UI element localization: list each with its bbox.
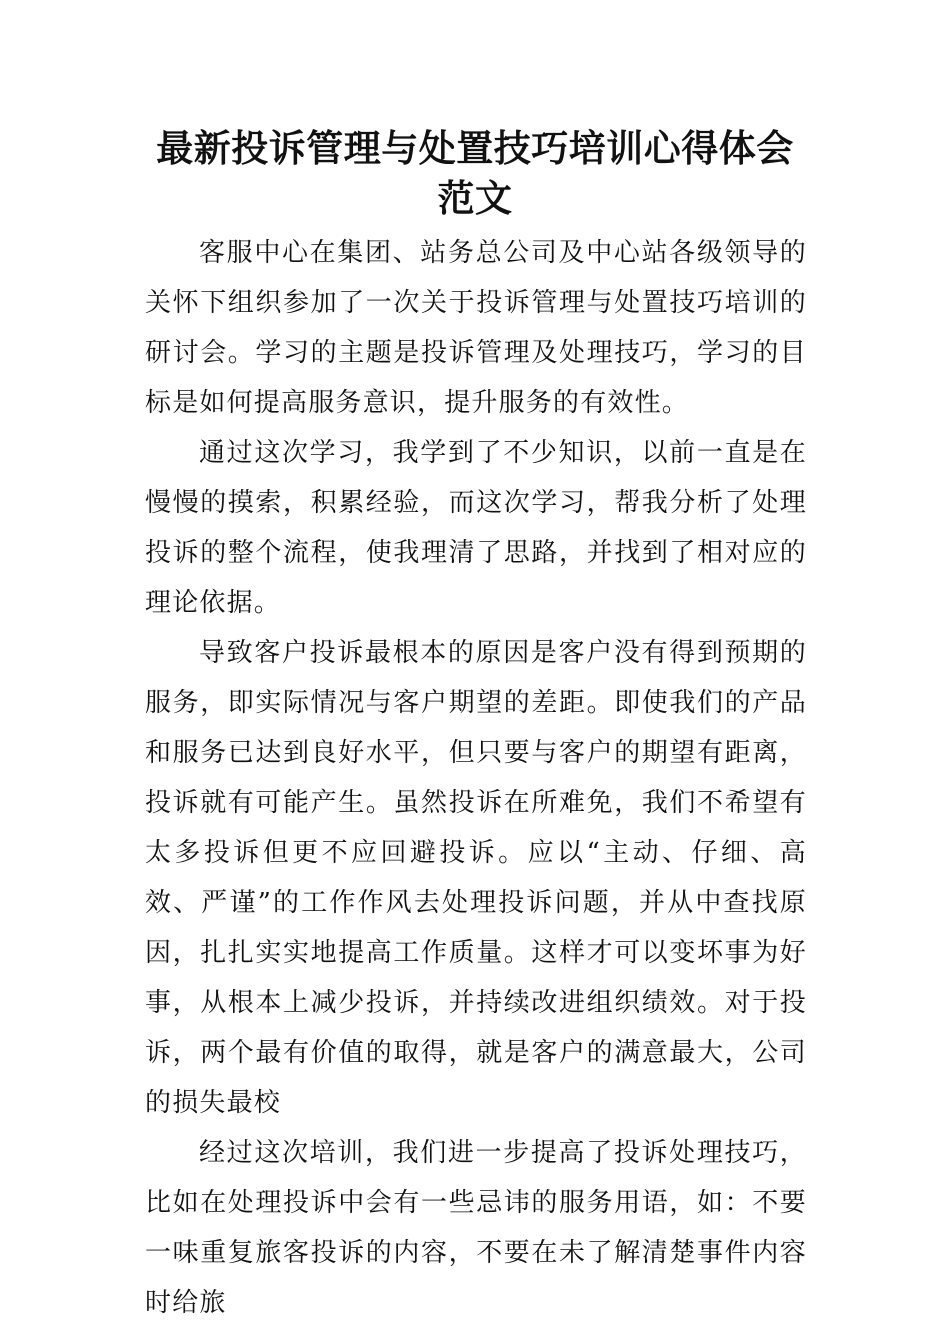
paragraph-4: 经过这次培训，我们进一步提高了投诉处理技巧，比如在处理投诉中会有一些忌讳的服务用语，如：不要一味重复旅客投诉的内容，不要在未了解清楚事件内容时给旅 bbox=[145, 1138, 807, 1318]
document-body bbox=[145, 228, 807, 1328]
paragraph-1: 客服中心在集团、站务总公司及中心站各级领导的关怀下组织参加了一次关于投诉管理与处置技巧培训的研讨会。学习的主题是投诉管理及处理技巧，学习的目标是如何提高服务意识，提升服务的有效性。 bbox=[145, 238, 807, 418]
paragraph-2: 通过这次学习，我学到了不少知识，以前一直是在慢慢的摸索，积累经验，而这次学习，帮我分析了处理投诉的整个流程，使我理清了思路，并找到了相对应的理论依据。 bbox=[145, 438, 807, 618]
document-title: 最新投诉管理与处置技巧培训心得体会范文 bbox=[156, 127, 794, 220]
paragraph-3: 导致客户投诉最根本的原因是客户没有得到预期的服务，即实际情况与客户期望的差距。即使我们的产品和服务已达到良好水平，但只要与客户的期望有距离，投诉就有可能产生。虽然投诉在所难免，我们不希望有太多投诉但更不应回避投诉。应以“主动、仔细、高效、严谨”的工作作风去处理投诉问题，并从中查找原因，扎扎实实地提高工作质量。这样才可以变坏事为好事，从根本上减少投诉，并持续改进组织绩效。对于投诉，两个最有价值的取得，就是客户的满意最大，公司的损失最校 bbox=[145, 638, 807, 1118]
